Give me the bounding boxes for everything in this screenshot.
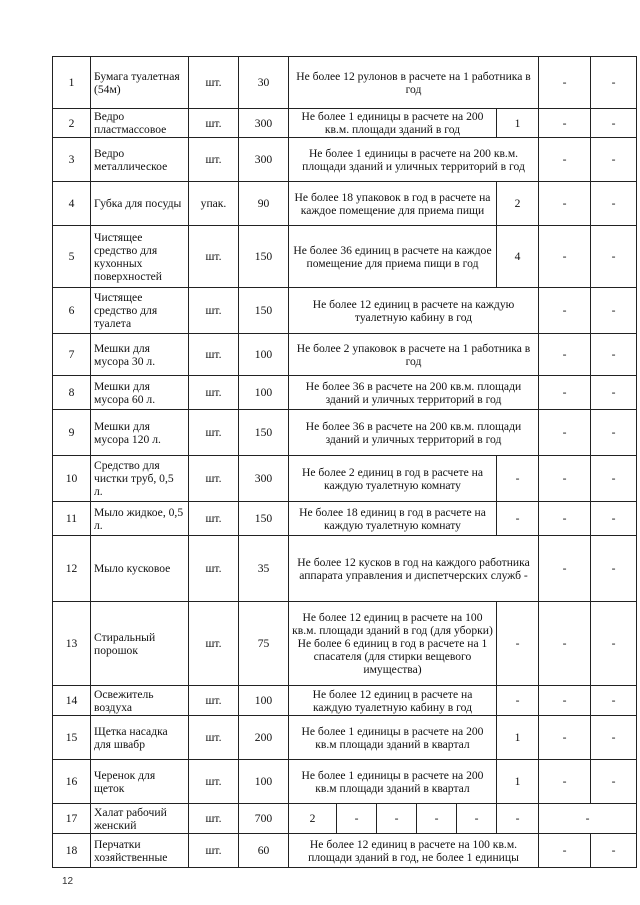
- row-number-cell: 18: [53, 834, 91, 868]
- unit-cell: шт.: [189, 57, 239, 109]
- value-cell: -: [539, 182, 591, 226]
- unit-cell: шт.: [189, 716, 239, 760]
- price-cell: 300: [239, 456, 289, 502]
- value-cell: -: [539, 536, 591, 602]
- value-cell: 1: [497, 760, 539, 804]
- item-name-cell: Щетка насадка для швабр: [91, 716, 189, 760]
- item-name-cell: Чистящее средство для туалета: [91, 288, 189, 334]
- unit-cell: шт.: [189, 456, 239, 502]
- value-cell: -: [539, 456, 591, 502]
- row-number-cell: 7: [53, 334, 91, 376]
- item-name-cell: Халат рабочий женский: [91, 804, 189, 834]
- unit-cell: упак.: [189, 182, 239, 226]
- value-cell: -: [539, 138, 591, 182]
- unit-cell: шт.: [189, 760, 239, 804]
- norm-cell: Не более 12 единиц в расчете на каждую туалетную кабину в год: [289, 686, 497, 716]
- value-cell: -: [591, 288, 637, 334]
- item-name-cell: Мешки для мусора 120 л.: [91, 410, 189, 456]
- value-cell: -: [539, 804, 637, 834]
- price-cell: 100: [239, 334, 289, 376]
- norm-cell: Не более 12 единиц в расчете на каждую туалетную кабину в год: [289, 288, 539, 334]
- value-cell: -: [497, 456, 539, 502]
- row-number-cell: 1: [53, 57, 91, 109]
- item-name-cell: Средство для чистки труб, 0,5 л.: [91, 456, 189, 502]
- row-number-cell: 13: [53, 602, 91, 686]
- row-number-cell: 5: [53, 226, 91, 288]
- price-cell: 60: [239, 834, 289, 868]
- item-name-cell: Освежитель воздуха: [91, 686, 189, 716]
- item-name-cell: Мешки для мусора 60 л.: [91, 376, 189, 410]
- norm-cell: Не более 2 единиц в год в расчете на каждую туалетную комнату: [289, 456, 497, 502]
- table-row: [53, 376, 637, 410]
- unit-cell: шт.: [189, 686, 239, 716]
- unit-cell: шт.: [189, 138, 239, 182]
- price-cell: 30: [239, 57, 289, 109]
- norm-cell: Не более 12 единиц в расчете на 100 кв.м. площади зданий в год, не более 1 единицы: [289, 834, 539, 868]
- value-cell: -: [591, 502, 637, 536]
- value-cell: -: [539, 686, 591, 716]
- value-cell: -: [497, 686, 539, 716]
- unit-cell: шт.: [189, 410, 239, 456]
- value-cell: -: [497, 602, 539, 686]
- unit-cell: шт.: [189, 288, 239, 334]
- value-cell: -: [539, 226, 591, 288]
- price-cell: 35: [239, 536, 289, 602]
- row-number-cell: 3: [53, 138, 91, 182]
- value-cell: -: [539, 502, 591, 536]
- table-row: [53, 602, 637, 686]
- row-number-cell: 17: [53, 804, 91, 834]
- item-name-cell: Ведро пластмассовое: [91, 109, 189, 138]
- price-cell: 90: [239, 182, 289, 226]
- value-cell: -: [539, 288, 591, 334]
- page-number: 12: [62, 876, 74, 887]
- value-cell: -: [337, 804, 377, 834]
- price-cell: 100: [239, 760, 289, 804]
- item-name-cell: Бумага туалетная (54м): [91, 57, 189, 109]
- value-cell: -: [591, 138, 637, 182]
- price-cell: 75: [239, 602, 289, 686]
- item-name-cell: Мыло кусковое: [91, 536, 189, 602]
- unit-cell: шт.: [189, 536, 239, 602]
- value-cell: 1: [497, 716, 539, 760]
- item-name-cell: Мыло жидкое, 0,5 л.: [91, 502, 189, 536]
- table-row: [53, 456, 637, 502]
- norm-cell: Не более 36 единиц в расчете на каждое помещение для приема пищи в год: [289, 226, 497, 288]
- unit-cell: шт.: [189, 834, 239, 868]
- price-cell: 300: [239, 138, 289, 182]
- value-cell: 2: [497, 182, 539, 226]
- row-number-cell: 16: [53, 760, 91, 804]
- table-row: [53, 138, 637, 182]
- unit-cell: шт.: [189, 334, 239, 376]
- row-number-cell: 6: [53, 288, 91, 334]
- price-cell: 150: [239, 502, 289, 536]
- price-cell: 100: [239, 376, 289, 410]
- value-cell: -: [591, 716, 637, 760]
- item-name-cell: Мешки для мусора 30 л.: [91, 334, 189, 376]
- norm-cell: Не более 36 в расчете на 200 кв.м. площади зданий и уличных территорий в год: [289, 410, 539, 456]
- table-row: [53, 226, 637, 288]
- norm-cell: Не более 1 единицы в расчете на 200 кв.м площади зданий в квартал: [289, 716, 497, 760]
- unit-cell: шт.: [189, 804, 239, 834]
- price-cell: 300: [239, 109, 289, 138]
- item-name-cell: Ведро металлическое: [91, 138, 189, 182]
- unit-cell: шт.: [189, 376, 239, 410]
- value-cell: -: [457, 804, 497, 834]
- row-number-cell: 11: [53, 502, 91, 536]
- value-cell: -: [591, 334, 637, 376]
- item-name-cell: Губка для посуды: [91, 182, 189, 226]
- value-cell: -: [497, 804, 539, 834]
- value-cell: -: [591, 760, 637, 804]
- norm-cell: Не более 12 единиц в расчете на 100 кв.м. площади зданий в год (для уборки) Не более 6 единиц в год в расчете на 1 спасателя (для стирки вещевого имущества): [289, 602, 497, 686]
- row-number-cell: 4: [53, 182, 91, 226]
- table-row: [53, 334, 637, 376]
- value-cell: -: [539, 760, 591, 804]
- value-cell: -: [539, 602, 591, 686]
- value-cell: -: [539, 334, 591, 376]
- table-row: [53, 182, 637, 226]
- value-cell: -: [539, 57, 591, 109]
- table-row: [53, 288, 637, 334]
- unit-cell: шт.: [189, 109, 239, 138]
- norm-cell: Не более 36 в расчете на 200 кв.м. площади зданий и уличных территорий в год: [289, 376, 539, 410]
- table-body: [53, 57, 637, 868]
- norm-cell: Не более 12 рулонов в расчете на 1 работника в год: [289, 57, 539, 109]
- table-row: [53, 502, 637, 536]
- price-cell: 150: [239, 226, 289, 288]
- value-cell: -: [591, 376, 637, 410]
- price-cell: 150: [239, 410, 289, 456]
- price-cell: 150: [239, 288, 289, 334]
- row-number-cell: 9: [53, 410, 91, 456]
- value-cell: -: [539, 410, 591, 456]
- price-cell: 700: [239, 804, 289, 834]
- value-cell: -: [497, 502, 539, 536]
- norm-cell: Не более 1 единицы в расчете на 200 кв.м. площади зданий в год: [289, 109, 497, 138]
- norm-cell: Не более 1 единицы в расчете на 200 кв.м. площади зданий и уличных территорий в год: [289, 138, 539, 182]
- norms-table: [52, 56, 637, 868]
- table-row: [53, 109, 637, 138]
- value-cell: -: [591, 57, 637, 109]
- row-number-cell: 12: [53, 536, 91, 602]
- unit-cell: шт.: [189, 602, 239, 686]
- unit-cell: шт.: [189, 226, 239, 288]
- value-cell: -: [539, 834, 591, 868]
- row-number-cell: 10: [53, 456, 91, 502]
- row-number-cell: 8: [53, 376, 91, 410]
- norm-cell: Не более 18 единиц в год в расчете на каждую туалетную комнату: [289, 502, 497, 536]
- value-cell: 4: [497, 226, 539, 288]
- table-row: [53, 760, 637, 804]
- value-cell: -: [591, 456, 637, 502]
- value-cell: -: [539, 376, 591, 410]
- table-row: [53, 804, 637, 834]
- value-cell: 2: [289, 804, 337, 834]
- value-cell: -: [539, 109, 591, 138]
- item-name-cell: Чистящее средство для кухонных поверхностей: [91, 226, 189, 288]
- table-row: [53, 834, 637, 868]
- item-name-cell: Стиральный порошок: [91, 602, 189, 686]
- value-cell: -: [591, 410, 637, 456]
- norm-cell: Не более 12 кусков в год на каждого работника аппарата управления и диспетчерских служб -: [289, 536, 539, 602]
- value-cell: -: [591, 109, 637, 138]
- table-row: [53, 410, 637, 456]
- price-cell: 100: [239, 686, 289, 716]
- value-cell: -: [417, 804, 457, 834]
- norm-cell: Не более 18 упаковок в год в расчете на каждое помещение для приема пищи: [289, 182, 497, 226]
- price-cell: 200: [239, 716, 289, 760]
- value-cell: -: [377, 804, 417, 834]
- item-name-cell: Черенок для щеток: [91, 760, 189, 804]
- value-cell: -: [591, 686, 637, 716]
- table-row: [53, 57, 637, 109]
- row-number-cell: 2: [53, 109, 91, 138]
- table-row: [53, 716, 637, 760]
- norm-cell: Не более 2 упаковок в расчете на 1 работника в год: [289, 334, 539, 376]
- value-cell: -: [539, 716, 591, 760]
- table-row: [53, 686, 637, 716]
- value-cell: -: [591, 536, 637, 602]
- item-name-cell: Перчатки хозяйственные: [91, 834, 189, 868]
- norm-cell: Не более 1 единицы в расчете на 200 кв.м площади зданий в квартал: [289, 760, 497, 804]
- value-cell: -: [591, 602, 637, 686]
- unit-cell: шт.: [189, 502, 239, 536]
- value-cell: -: [591, 226, 637, 288]
- value-cell: -: [591, 182, 637, 226]
- table-row: [53, 536, 637, 602]
- value-cell: -: [591, 834, 637, 868]
- row-number-cell: 15: [53, 716, 91, 760]
- row-number-cell: 14: [53, 686, 91, 716]
- value-cell: 1: [497, 109, 539, 138]
